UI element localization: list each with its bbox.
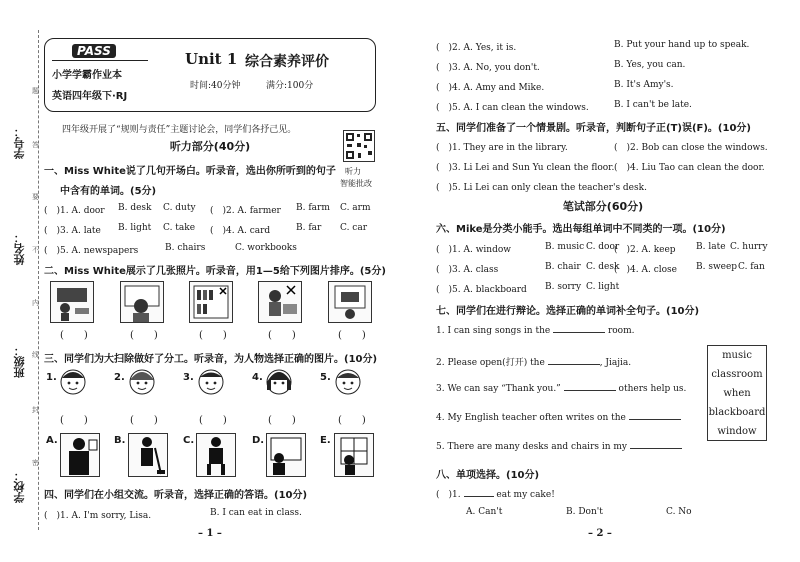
q3-blank-3[interactable]: ( ) [199,415,227,426]
q7-3[interactable] [436,384,686,394]
qr-caption-1: 听力 [345,167,361,176]
binding-dashed-line [38,30,39,530]
written-section-title: 笔试部分(60分) [562,200,644,213]
q3-num-1: 1. [46,372,57,383]
q6-5[interactable]: ( )5. A. blackboard [436,285,527,295]
q1-1-b: B. desk [118,203,152,213]
binding-char: 线 [32,351,39,359]
qr-code[interactable] [343,130,375,162]
q3-letter-e: E. [320,435,331,446]
q1-title-2: 中含有的单词。(5分) [60,186,157,197]
binding-char: 要 [32,193,39,201]
q7-5[interactable] [436,442,682,452]
series-name: 小学学霸作业本 [52,70,122,81]
q5-title: 五、同学们准备了一个情景剧。听录音，判断句子正(T)误(F)。(10分) [436,123,751,134]
word-bank-item: classroom [711,369,763,380]
q4-1[interactable]: ( )1. A. I'm sorry, Lisa. [44,511,152,521]
q7-1-start: 1. I can sing songs in the [436,326,551,336]
q4-1-b: B. I can eat in class. [210,508,302,518]
pass-logo: PASS [72,44,116,58]
q4-2-b: B. Put your hand up to speak. [614,40,750,50]
q1-3[interactable]: ( )3. A. late [44,226,101,236]
q4-5[interactable]: ( )5. A. I can clean the windows. [436,103,589,113]
task-picture-d [266,433,306,477]
q7-4-start: 4. My English teacher often writes on the [436,413,626,423]
picture-exit-sign [328,281,372,323]
q6-2-b: B. late [696,242,726,252]
child-avatar-3 [196,368,226,406]
q3-blank-2[interactable]: ( ) [130,415,158,426]
q4-4-b: B. It's Amy's. [614,80,674,90]
task-picture-c [196,433,236,477]
unit-title: Unit 1 [185,50,238,68]
q5-3[interactable]: ( )3. Li Lei and Sun Yu clean the floor. [436,163,615,173]
q4-3[interactable]: ( )3. A. No, you don't. [436,63,540,73]
q1-2[interactable]: ( )2. A. farmer [210,206,281,216]
q7-2[interactable] [436,355,631,368]
full-score: 满分:100分 [266,81,314,91]
intro-text: 四年级开展了“规则与责任”主题讨论会，同学们各抒己见。 [62,125,297,135]
q3-blank-1[interactable]: ( ) [60,415,88,426]
q4-2[interactable]: ( )2. A. Yes, it is. [436,43,517,53]
q1-4-b: B. far [296,223,322,233]
q6-1[interactable]: ( )1. A. window [436,245,511,255]
q8-1-rest: eat my cake! [496,490,555,500]
q1-5-c: C. workbooks [235,243,297,253]
q6-2-c: C. hurry [730,242,768,252]
q3-letter-d: D. [252,435,265,446]
q1-2-c: C. arm [340,203,371,213]
q8-1-stem: ( )1. [436,490,461,500]
word-bank-item: blackboard [708,407,766,418]
q6-3-b: B. chair [545,262,581,272]
binding-char: 密 [32,459,39,467]
page-title: 综合素养评价 [245,54,329,70]
q3-num-5: 5. [320,372,331,383]
q4-4[interactable]: ( )4. A. Amy and Mike. [436,83,545,93]
binding-char: 答 [32,141,39,149]
q4-3-b: B. Yes, you can. [614,60,686,70]
q7-5-blank[interactable] [630,447,682,449]
q7-4-blank[interactable] [629,418,681,420]
q3-letter-c: C. [183,435,195,446]
binding-char: 题 [32,87,39,95]
word-bank [707,345,767,441]
q1-1-c: C. duty [163,203,196,213]
q7-3-start: 3. We can say “Thank you.” [436,384,561,394]
q6-3-c: C. desk [586,262,620,272]
q3-letter-b: B. [114,435,126,446]
q3-blank-4[interactable]: ( ) [268,415,296,426]
q8-1-option-b[interactable]: B. Don't [566,507,603,517]
word-bank-item: window [717,426,757,437]
q3-blank-5[interactable]: ( ) [338,415,366,426]
qr-caption-2: 智能批改 [340,179,372,188]
q5-4[interactable]: ( )4. Liu Tao can clean the door. [614,163,765,173]
picture-crossing-rule [258,281,302,323]
q7-5-start: 5. There are many desks and chairs in my [436,442,627,452]
q2-blank-1[interactable]: ( ) [60,330,88,341]
q3-letter-a: A. [46,435,58,446]
q1-1[interactable]: ( )1. A. door [44,206,105,216]
q7-3-end: others help us. [618,384,687,394]
q7-1-blank[interactable] [553,331,605,333]
q7-1-end: room. [607,326,635,336]
q7-title: 七、同学们在进行辩论。选择正确的单词补全句子。(10分) [436,306,700,317]
word-bank-item: music [722,350,752,361]
q3-num-3: 3. [183,372,194,383]
q3-title: 三、同学们为大扫除做好了分工。听录音，为人物选择正确的图片。(10分) [44,354,378,365]
student-id-label: 学号： [13,126,26,159]
picture-classroom-scene [50,281,94,323]
q6-1-b: B. music [545,242,585,252]
task-picture-a [60,433,100,477]
q1-5-b: B. chairs [165,243,206,253]
q2-blank-4[interactable]: ( ) [268,330,296,341]
q6-2[interactable]: ( )2. A. keep [614,245,676,255]
child-avatar-1 [58,368,88,406]
child-avatar-4 [264,368,294,406]
q5-1[interactable]: ( )1. They are in the library. [436,143,568,153]
q4-5-b: B. I can't be late. [614,100,692,110]
q1-2-b: B. farm [296,203,330,213]
q1-4[interactable]: ( )4. A. card [210,226,271,236]
q8-1-option-a[interactable]: A. Can't [466,507,503,517]
child-avatar-5 [333,368,363,406]
time-limit: 时间:40分钟 [190,81,241,91]
q8-title: 八、单项选择。(10分) [436,470,540,481]
q8-1-blank[interactable] [464,495,494,497]
binding-char: 不 [32,246,39,254]
q8-1[interactable] [436,487,555,500]
q3-num-2: 2. [114,372,125,383]
picture-teacher-board [120,281,164,323]
q1-3-c: C. take [163,223,196,233]
q1-4-c: C. car [340,223,367,233]
q2-blank-3[interactable]: ( ) [199,330,227,341]
q7-2-end: , Jiajia. [599,358,632,368]
class-label: 班级： [13,345,26,378]
picture-bookshelf [189,281,233,323]
q6-4-c: C. fan [738,262,765,272]
page-number-2: – 2 – [588,528,612,539]
q6-3[interactable]: ( )3. A. class [436,265,499,275]
q7-2-blank[interactable] [548,363,600,365]
grade-label: 英语四年级下·RJ [52,91,128,102]
task-picture-b [128,433,168,477]
q2-blank-2[interactable]: ( ) [130,330,158,341]
school-label: 学校： [13,470,26,503]
task-picture-e [334,433,374,477]
q3-num-4: 4. [252,372,263,383]
q6-5-b: B. sorry [545,282,582,292]
q7-1[interactable] [436,326,635,336]
q1-5[interactable]: ( )5. A. newspapers [44,246,139,256]
binding-char: 封 [32,406,39,414]
q8-1-option-c[interactable]: C. No [666,507,692,517]
q2-blank-5[interactable]: ( ) [338,330,366,341]
q6-4-b: B. sweep [696,262,738,272]
page-number-1: – 1 – [198,528,222,539]
q7-2-start: 2. Please open(打开) the [436,358,545,368]
q6-1-c: C. door [586,242,620,252]
q7-4[interactable] [436,413,681,423]
q5-5[interactable]: ( )5. Li Lei can only clean the teacher's desk. [436,183,647,193]
header-divider [52,60,148,61]
q1-title: 一、Miss White说了几句开场白。听录音，选出你所听到的句子 [44,166,336,177]
q7-3-blank[interactable] [564,389,616,391]
binding-char: 内 [32,299,39,307]
child-avatar-2 [127,368,157,406]
q4-title: 四、同学们在小组交流。听录音，选择正确的答语。(10分) [44,490,308,501]
q1-3-b: B. light [118,223,152,233]
listening-section-title: 听力部分(40分) [169,140,251,153]
q2-title: 二、Miss White展示了几张照片。听录音，用1—5给下列图片排序。(5分) [44,266,386,277]
word-bank-item: when [723,388,751,399]
q6-4[interactable]: ( )4. A. close [614,265,677,275]
q6-title: 六、Mike是分类小能手。选出每组单词中不同类的一项。(10分) [436,224,726,235]
q5-2[interactable]: ( )2. Bob can close the windows. [614,143,768,153]
q6-5-c: C. light [586,282,620,292]
student-name-label: 姓名： [13,232,26,265]
